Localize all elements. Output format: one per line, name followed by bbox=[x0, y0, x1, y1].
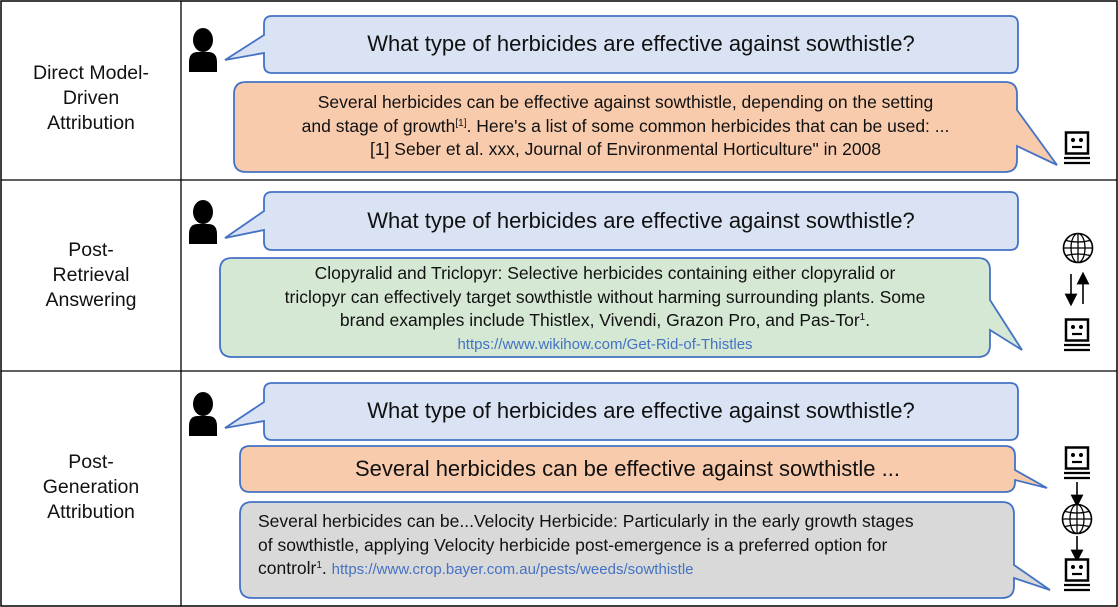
answer-text bbox=[234, 91, 1017, 162]
answer-line: Several herbicides can be effective against sowthistle, depending on the setting bbox=[317, 92, 934, 112]
citation-marker: 1 bbox=[316, 560, 322, 571]
robot-icon bbox=[1064, 320, 1090, 351]
row-label-line: Post- bbox=[68, 239, 114, 261]
row-label-line: Generation bbox=[42, 476, 140, 498]
answer-text bbox=[220, 262, 990, 356]
answer-line: of sowthistle, applying Velocity herbicide post-emergence is a preferred option for bbox=[258, 534, 888, 555]
row-label-post-retrieval bbox=[6, 238, 176, 313]
draft-text: Several herbicides can be effective against sowthistle ... bbox=[354, 456, 900, 481]
person-icon bbox=[189, 28, 217, 72]
robot-icon bbox=[1064, 448, 1090, 479]
answer-line: Clopyralid and Triclopyr: Selective herbicides containing either clopyralid or bbox=[314, 263, 896, 283]
question-text: What type of herbicides are effective against sowthistle? bbox=[367, 208, 915, 233]
source-link[interactable]: https://www.wikihow.com/Get-Rid-of-Thistles bbox=[457, 335, 753, 353]
row-label-line: Driven bbox=[62, 87, 120, 109]
question-text: What type of herbicides are effective against sowthistle? bbox=[367, 31, 915, 56]
answer-line: triclopyr can effectively target sowthistle without harming surrounding plants. Some bbox=[284, 286, 926, 307]
question-text: What type of herbicides are effective against sowthistle? bbox=[367, 398, 915, 423]
robot-icon bbox=[1064, 560, 1090, 591]
answer-line: brand examples include Thistlex, Vivendi, Grazon Pro, and Pas-Tor$^1$. bbox=[339, 310, 871, 330]
person-icon bbox=[189, 392, 217, 436]
globe-icon bbox=[1063, 505, 1092, 534]
robot-icon bbox=[1064, 133, 1090, 164]
reference-line: [1] Seber et al. xxx, Journal of Environmental Horticulture" in 2008 bbox=[369, 139, 882, 159]
answer-text bbox=[258, 510, 1014, 582]
row-label-line: Post- bbox=[68, 451, 114, 473]
source-link[interactable]: https://www.crop.bayer.com.au/pests/weeds/sowthistle bbox=[331, 561, 694, 578]
row-label-line: Attribution bbox=[47, 112, 135, 134]
answer-line: Several herbicides can be...Velocity Herbicide: Particularly in the early growth stages bbox=[258, 511, 914, 531]
row-label-line: Answering bbox=[45, 289, 137, 311]
citation-marker: [1] bbox=[455, 117, 467, 129]
globe-icon bbox=[1064, 234, 1093, 263]
citation-marker: 1 bbox=[859, 312, 866, 323]
person-icon bbox=[189, 200, 217, 244]
row-label-line: Attribution bbox=[47, 501, 135, 523]
answer-line: and stage of growth[1]. Here's a list of some common herbicides that can be used: ... bbox=[301, 115, 950, 136]
row-label-line: Retrieval bbox=[52, 264, 130, 286]
row-label-post-generation bbox=[6, 450, 176, 525]
row-label-line: Direct Model- bbox=[33, 62, 149, 84]
row-label-direct bbox=[6, 61, 176, 136]
answer-line: controlr$^1$. https://www.crop.bayer.com.au/pests/weeds/sowthistle bbox=[258, 558, 694, 578]
